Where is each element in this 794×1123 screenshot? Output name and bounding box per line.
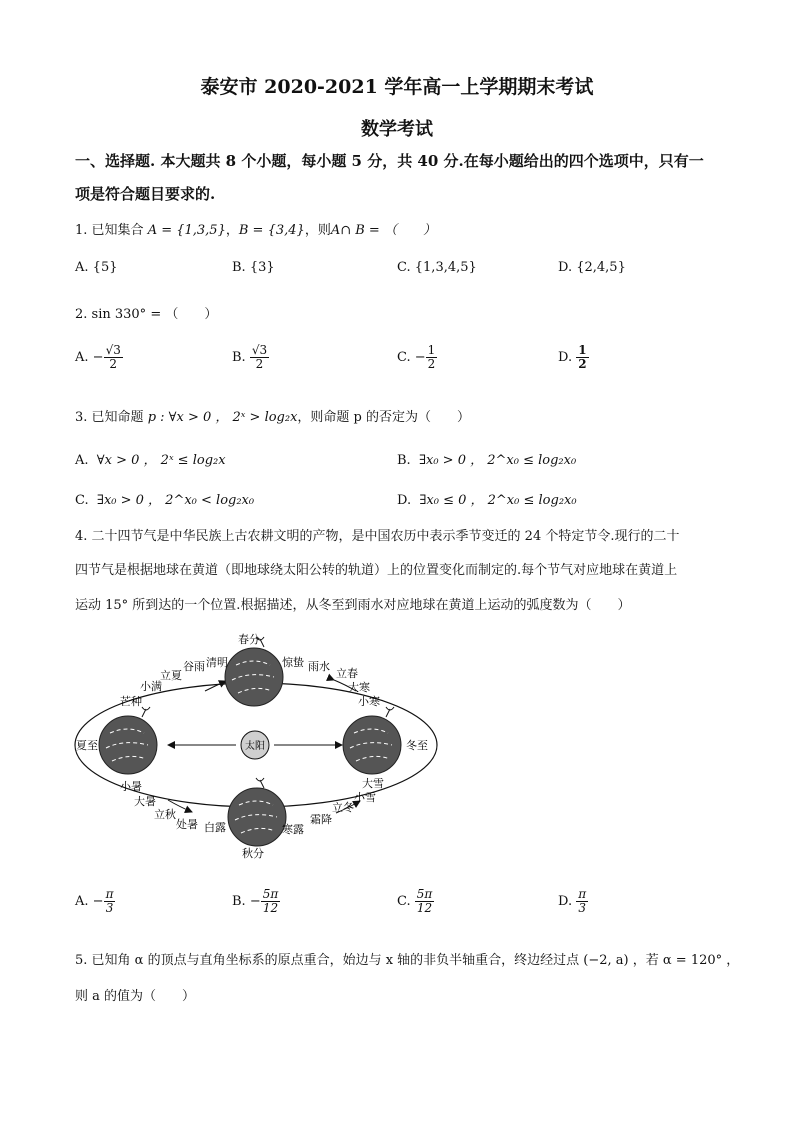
q1-option-b[interactable]: [232, 260, 275, 275]
numerator: π: [105, 887, 114, 901]
option-label: C.: [397, 894, 411, 910]
term-chunfen: 春分: [238, 633, 260, 646]
option-label: D.: [397, 493, 412, 508]
question-1-stem: [75, 219, 436, 238]
q3-option-b[interactable]: [397, 449, 576, 468]
denominator: 12: [262, 901, 279, 916]
denominator: 2: [255, 357, 264, 372]
earth-top: [225, 637, 283, 706]
term-yushui: 雨水: [308, 660, 330, 673]
q1-option-c[interactable]: [397, 260, 477, 275]
q2-option-d[interactable]: [558, 344, 589, 371]
option-label: C.: [397, 260, 411, 275]
term-chushu: 处暑: [176, 818, 198, 831]
q1-ask: ，则: [304, 223, 331, 238]
section-heading-line1: 一、选择题. 本大题共 8 个小题，每小题 5 分，共 40 分.在每小题给出的四个选项中，只有一: [75, 152, 704, 170]
q1-option-d[interactable]: [558, 260, 626, 275]
numerator: 5π: [416, 887, 433, 901]
option-label: D.: [558, 894, 573, 910]
option-value: ∃x₀ ≤ 0 ， 2^x₀ ≤ log₂x₀: [419, 493, 577, 508]
term-hanlu: 寒露: [282, 823, 304, 836]
option-sign: −: [249, 894, 261, 910]
option-value: ∀x > 0 ， 2ˣ ≤ log₂x: [96, 453, 226, 468]
section-heading-line2: 项是符合题目要求的.: [75, 185, 216, 203]
term-liqiu: 立秋: [154, 808, 176, 821]
option-sign: −: [92, 350, 104, 366]
q3-option-d[interactable]: [397, 489, 577, 508]
option-label: A.: [75, 894, 89, 910]
q3-option-a[interactable]: [75, 449, 226, 468]
term-lixia: 立夏: [160, 669, 182, 682]
denominator: 3: [578, 901, 586, 916]
option-value: {5}: [92, 260, 118, 275]
numerator: 1: [578, 343, 587, 357]
question-2-stem: 2. sin 330° = （ ）: [75, 307, 218, 322]
denominator: 2: [578, 357, 587, 372]
option-label: B.: [397, 453, 411, 468]
numerator: 1: [427, 343, 436, 357]
option-label: B.: [232, 894, 246, 910]
option-label: A.: [75, 453, 89, 468]
q1-set-b: B = {3,4}: [238, 223, 305, 238]
option-label: D.: [558, 350, 573, 366]
orbit-arrow-top-left: [205, 681, 226, 691]
q1-expr: A∩ B = （ ）: [330, 223, 436, 238]
option-label: A.: [75, 260, 89, 275]
option-fraction: [104, 888, 116, 915]
q3-proposition: p : ∀x > 0 ， 2ˣ > log₂x: [147, 410, 298, 425]
question-5-line2: 则 a 的值为（ ）: [75, 989, 196, 1004]
q1-option-a[interactable]: [75, 260, 118, 275]
q4-option-b[interactable]: [232, 888, 280, 915]
term-dongzhi: 冬至: [406, 739, 428, 752]
option-sign: −: [92, 894, 104, 910]
option-fraction: [415, 888, 435, 915]
option-label: B.: [232, 260, 246, 275]
term-shuangjiang: 霜降: [310, 813, 332, 826]
q1-set-a: A = {1,3,5}: [147, 223, 226, 238]
option-label: A.: [75, 350, 89, 366]
term-qiufen: 秋分: [242, 847, 264, 860]
term-xiaoxue: 小雪: [354, 791, 376, 804]
sun-label: 太阳: [245, 741, 265, 752]
q2-option-c[interactable]: [397, 344, 437, 371]
q2-option-b[interactable]: [232, 344, 269, 371]
denominator: 12: [416, 901, 433, 916]
q2-option-a[interactable]: [75, 344, 123, 371]
option-fraction: [426, 344, 438, 371]
q1-prefix: 1. 已知集合: [75, 223, 144, 238]
question-4-line3: 运动 15° 所到达的一个位置.根据描述，从冬至到雨水对应地球在黄道上运动的弧度数为（ ）: [75, 598, 631, 613]
option-fraction: [104, 344, 123, 371]
term-xiaoshu: 小暑: [120, 780, 142, 793]
term-xiazhi: 夏至: [76, 739, 98, 752]
question-5-line1: 5. 已知角 α 的顶点与直角坐标系的原点重合，始边与 x 轴的非负半轴重合，终边经过点 (−2, a) ，若 α = 120° ，: [75, 953, 740, 968]
option-fraction: [576, 344, 588, 371]
numerator: √3: [251, 343, 268, 357]
term-xiaohan: 小寒: [358, 695, 380, 708]
option-fraction: [261, 888, 281, 915]
term-qingming: 清明: [206, 656, 228, 669]
option-label: C.: [75, 493, 89, 508]
option-label: D.: [558, 260, 573, 275]
option-value: {3}: [249, 260, 275, 275]
term-xiaoman: 小满: [140, 680, 162, 693]
term-mangzhong: 芒种: [120, 695, 142, 708]
option-value: {2,4,5}: [576, 260, 626, 275]
option-value: ∃x₀ > 0 ， 2^x₀ < log₂x₀: [96, 493, 255, 508]
q4-option-a[interactable]: [75, 888, 115, 915]
option-fraction: [250, 344, 269, 371]
option-value: ∃x₀ > 0 ， 2^x₀ ≤ log₂x₀: [418, 453, 577, 468]
solar-terms-diagram: [70, 625, 440, 865]
exam-subtitle: 数学考试: [361, 119, 433, 140]
question-3-stem: [75, 406, 470, 425]
term-lichun: 立春: [336, 667, 358, 680]
question-4-line1: 4. 二十四节气是中华民族上古农耕文明的产物，是中国农历中表示季节变迁的 24 个特定节令.现行的二十: [75, 529, 680, 544]
exam-title: 泰安市 2020-2021 学年高一上学期期末考试: [200, 76, 594, 98]
numerator: π: [578, 887, 587, 901]
earth-right: [343, 707, 401, 774]
denominator: 2: [109, 357, 118, 372]
q4-option-d[interactable]: [558, 888, 588, 915]
term-guyu: 谷雨: [183, 660, 205, 673]
term-dahan: 大寒: [348, 681, 370, 694]
option-label: B.: [232, 350, 246, 366]
earth-bottom: [228, 778, 286, 846]
q3-suffix: ，则命题 p 的否定为（ ）: [297, 410, 471, 425]
term-jingzhe: 惊蛰: [282, 656, 304, 669]
q3-prefix: 3. 已知命题: [75, 410, 144, 425]
earth-left: [99, 707, 157, 774]
numerator: 5π: [262, 887, 279, 901]
question-4-line2: 四节气是根据地球在黄道（即地球绕太阳公转的轨道）上的位置变化而制定的.每个节气对应地球在黄道上: [75, 563, 678, 578]
q3-option-c[interactable]: [75, 489, 254, 508]
option-sign: −: [414, 350, 426, 366]
option-label: C.: [397, 350, 411, 366]
term-lidong: 立冬: [332, 801, 354, 814]
denominator: 3: [105, 901, 114, 916]
q4-option-c[interactable]: [397, 888, 434, 915]
q1-sep: ，: [225, 223, 239, 238]
term-dashu: 大暑: [134, 795, 156, 808]
numerator: √3: [105, 343, 121, 357]
option-value: {1,3,4,5}: [414, 260, 477, 275]
term-bailu: 白露: [204, 821, 226, 834]
denominator: 2: [427, 357, 436, 372]
term-daxue: 大雪: [362, 777, 384, 790]
option-fraction: [576, 888, 588, 915]
